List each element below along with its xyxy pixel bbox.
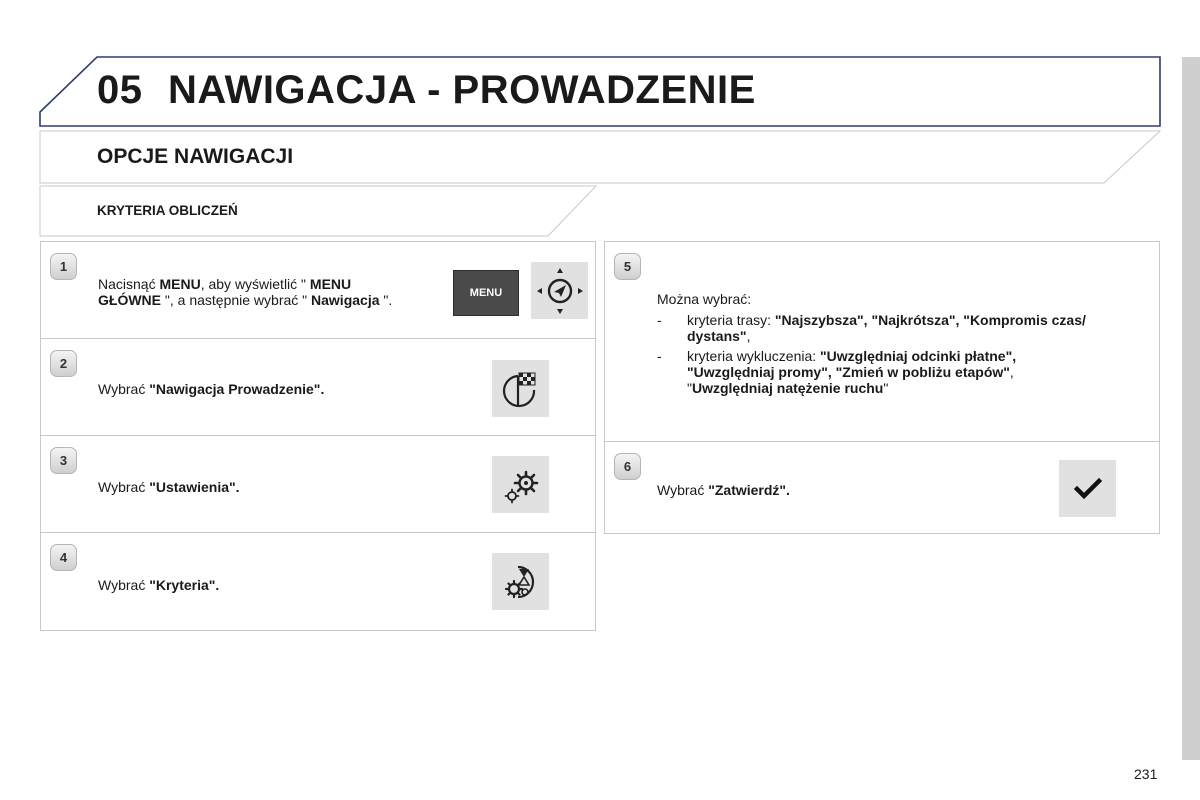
step-5-intro: Można wybrać: <box>657 291 752 307</box>
step-6-instruction: Wybrać "Zatwierdź". <box>657 482 790 498</box>
step-3-instruction: Wybrać "Ustawienia". <box>98 479 240 495</box>
exclusion-criteria-item: kryteria wykluczenia: "Uwzględniaj odcinki płatne", "Uwzględniaj promy", "Zmień w pobliżu etapów", "Uwzględniaj natężenie ruchu" <box>687 348 1017 396</box>
chapter-number: 05 <box>97 68 143 112</box>
list-bullet: - <box>657 348 662 364</box>
step-4-instruction: Wybrać "Kryteria". <box>98 577 220 593</box>
chapter-title: NAWIGACJA - PROWADZENIE <box>168 68 756 112</box>
subsection-title: KRYTERIA OBLICZEŃ <box>97 203 238 218</box>
route-criteria-item: kryteria trasy: "Najszybsza", "Najkrótsza", "Kompromis czas/ dystans", <box>687 312 1086 344</box>
step-number-badge: 3 <box>50 447 77 474</box>
checkmark-icon[interactable] <box>1059 460 1116 517</box>
page-edge-tab <box>1182 57 1200 760</box>
step-5 <box>604 241 1160 442</box>
step-2-instruction: Wybrać "Nawigacja Prowadzenie". <box>98 381 325 397</box>
list-bullet: - <box>657 312 662 328</box>
step-number-badge: 2 <box>50 350 77 377</box>
step-number-badge: 6 <box>614 453 641 480</box>
step-number-badge: 5 <box>614 253 641 280</box>
step-number-badge: 1 <box>50 253 77 280</box>
step-3 <box>40 435 596 533</box>
step-2 <box>40 338 596 436</box>
settings-gears-icon[interactable] <box>492 456 549 513</box>
navigation-compass-icon[interactable] <box>531 262 588 319</box>
route-guidance-flag-icon[interactable] <box>492 360 549 417</box>
step-1 <box>40 241 596 339</box>
section-title: OPCJE NAWIGACJI <box>97 145 294 168</box>
step-number-badge: 4 <box>50 544 77 571</box>
step-6 <box>604 441 1160 534</box>
step-1-instruction: Nacisnąć MENU, aby wyświetlić " MENU GŁÓWNE ", a następnie wybrać " Nawigacja ". <box>98 276 393 308</box>
step-4 <box>40 532 596 631</box>
criteria-gears-hourglass-icon[interactable] <box>492 553 549 610</box>
menu-button[interactable]: MENU <box>453 270 519 316</box>
page-number: 231 <box>1134 766 1158 782</box>
